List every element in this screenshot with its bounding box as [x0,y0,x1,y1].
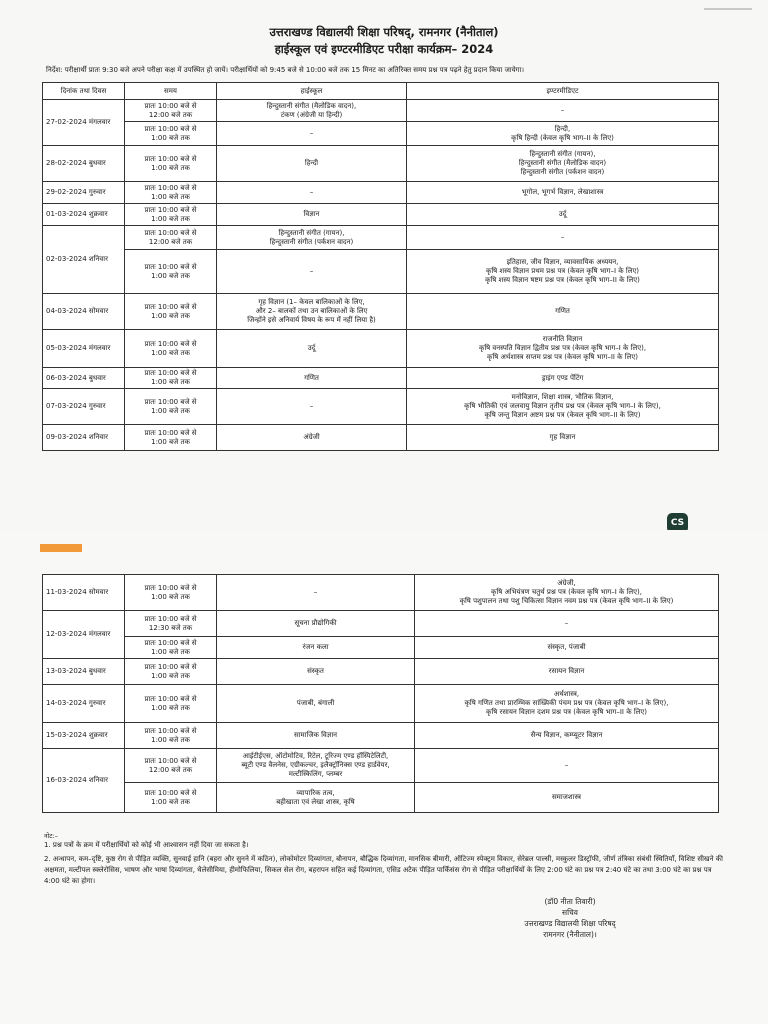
signatory-title: सचिव [562,908,578,917]
exam-time-cell: प्रातः 10:00 बजे से 12:00 बजे तक [125,226,217,250]
exam-time-cell: प्रातः 10:00 बजे से 1:00 बजे तक [125,723,217,749]
highschool-subject-cell: रंजन कला [217,637,415,659]
exam-time-cell: प्रातः 10:00 बजे से 1:00 बजे तक [125,146,217,182]
table-row [43,330,719,368]
exam-date-cell: 05-03-2024 मंगलवार [43,330,125,368]
exam-date-cell: 02-03-2024 शनिवार [43,226,125,294]
signatory-name: (डॉ0 नीता तिवारी) [544,897,596,906]
intermediate-subject-cell: राजनीति विज्ञान कृषि वनस्पति विज्ञान द्वितीय प्रश्न पत्र (केवल कृषि भाग–I के लिए), कृषि अर्थशास्त्र सप्तम प्रश्न पत्र (केवल कृषि भाग–II के लिए) [407,330,719,368]
table-row [43,182,719,204]
exam-time-cell: प्रातः 10:00 बजे से 1:00 बजे तक [125,389,217,425]
intermediate-subject-cell: अर्थशास्त्र, कृषि गणित तथा प्रारम्भिक सांख्यिकी पंचम प्रश्न पत्र (केवल कृषि भाग–I के लिए), कृषि रसायन विज्ञान दशम प्रश्न पत्र (केवल कृषि भाग–II के लिए) [415,685,719,723]
note-1: 1. प्रश्न पत्रों के क्रम में परीक्षार्थियों को कोई भी आश्वासन नहीं दिया जा सकता है। [44,841,249,849]
table-row [43,723,719,749]
table-row [43,611,719,637]
intermediate-subject-cell: समाजशास्त्र [415,783,719,813]
table-row [43,250,719,294]
intermediate-subject-cell: गणित [407,294,719,330]
scan-mark [704,8,752,10]
notes [44,840,724,887]
intermediate-subject-cell: – [407,100,719,122]
highschool-subject-cell: आईटीईएस, ऑटोमोटिव, रिटेल, टूरिज्म एण्ड हॉस्पिटेलिटी, ब्यूटी एण्ड वैलनेस, एग्रीकल्चर, इलैक्ट्रॉनिक्स एण्ड हार्डवेयर, मल्टीस्किलिंग, प्लम्बर [217,749,415,783]
col-time-header: समय [125,83,217,100]
col-date-header: दिनांक तथा दिवस [43,83,125,100]
exam-time-cell: प्रातः 10:00 बजे से 1:00 बजे तक [125,783,217,813]
highschool-subject-cell: सामाजिक विज्ञान [217,723,415,749]
exam-time-cell: प्रातः 10:00 बजे से 1:00 बजे तक [125,182,217,204]
exam-date-cell: 29-02-2024 गुरुवार [43,182,125,204]
intermediate-subject-cell: सैन्य विज्ञान, कम्प्यूटर विज्ञान [415,723,719,749]
schedule-table-1 [42,82,719,451]
exam-date-cell: 28-02-2024 बुधवार [43,146,125,182]
exam-date-cell: 01-03-2024 शुक्रवार [43,204,125,226]
table-row [43,685,719,723]
exam-date-cell: 09-03-2024 शनिवार [43,425,125,451]
table-row [43,749,719,783]
intermediate-subject-cell: रसायन विज्ञान [415,659,719,685]
note-2: 2. अन्धापन, कम–दृष्टि, कुष्ठ रोग से पीड़ित व्यक्ति, सुनवाई हानि (बहरा और सुनने में कठिन), लोकोमोटर दिव्यांगता, बौनापन, बौद्धिक दिव्यांगता, मानसिक बीमारी, ऑटिज्म स्पेक्ट्रम विकार, सेरेब्रल पाल्सी, मस्कुलर डिस्ट्रॉफी, जीर्ण तंत्रिका संबंधी स्थितियाँ, विशिष्ट सीखने की अक्षमता, मल्टीपल स्क्लेरोसिस, भाषण और भाषा दिव्यांगता, थैलेसीमिया, हीमोफिलिया, सिकल सेल रोग, बहरापन सहित कई दिव्यांगता, एसिड अटैक पीड़ित पार्किंसंस रोग से पीड़ित परीक्षार्थियों के लिए 2:00 घंटे का प्रश्न पत्र 2:40 घंटे का तथा 3:00 घंटे का प्रश्न पत्र 4:00 घंटे का होगा। [44,855,723,885]
highschool-subject-cell: सूचना प्रौद्योगिकी [217,611,415,637]
highschool-subject-cell: – [217,575,415,611]
highschool-subject-cell: – [217,389,407,425]
directive-text: निर्देश: परीक्षार्थी प्रातः 9:30 बजे अपने परीक्षा कक्ष में उपस्थित हो जायें। परीक्षार्थियों को 9:45 बजे से 10:00 बजे तक 15 मिनट का अतिरिक्त समय प्रश्न पत्र पढ़ने हेतु प्रदान किया जायेगा। [46,66,525,74]
intermediate-subject-cell: – [415,749,719,783]
exam-date-cell: 11-03-2024 सोमवार [43,575,125,611]
highschool-subject-cell: हिन्दी [217,146,407,182]
exam-date-cell: 16-03-2024 शनिवार [43,749,125,813]
highschool-subject-cell: गृह विज्ञान (1– केवल बालिकाओं के लिए, और 2– बालकों तथा उन बालिकाओं के लिए जिन्होंने इसे अनिवार्य विषय के रूप में नहीं लिया है) [217,294,407,330]
highschool-subject-cell: उर्दू [217,330,407,368]
exam-date-cell: 04-03-2024 सोमवार [43,294,125,330]
col-intermediate-header: इण्टरमीडिएट [407,83,719,100]
exam-time-cell: प्रातः 10:00 बजे से 1:00 बजे तक [125,122,217,146]
intermediate-subject-cell: हिन्दी, कृषि हिन्दी (केवल कृषि भाग–II के लिए) [407,122,719,146]
table-row [43,294,719,330]
highschool-subject-cell: – [217,182,407,204]
table-row [43,637,719,659]
exam-date-cell: 13-03-2024 बुधवार [43,659,125,685]
exam-time-cell: प्रातः 10:00 बजे से 1:00 बजे तक [125,425,217,451]
exam-date-cell: 15-03-2024 शुक्रवार [43,723,125,749]
intermediate-subject-cell: उर्दू [407,204,719,226]
table-row [43,226,719,250]
page-two [0,530,768,1024]
highschool-subject-cell: व्यापारिक तत्व, बहीखाता एवं लेखा शास्त्र, कृषि [217,783,415,813]
exam-time-cell: प्रातः 10:00 बजे से 1:00 बजे तक [125,368,217,389]
exam-time-cell: प्रातः 10:00 बजे से 1:00 बजे तक [125,294,217,330]
table-header-row [43,83,719,100]
exam-time-cell: प्रातः 10:00 बजे से 1:00 बजे तक [125,204,217,226]
exam-date-cell: 06-03-2024 बुधवार [43,368,125,389]
intermediate-subject-cell: – [407,226,719,250]
highschool-subject-cell: – [217,250,407,294]
camscanner-logo-icon: CS [667,513,688,533]
table-row [43,575,719,611]
orange-marker [40,544,82,552]
exam-schedule-title: हाईस्कूल एवं इण्टरमीडिएट परीक्षा कार्यक्रम– 2024 [274,42,494,56]
table-row [43,146,719,182]
highschool-subject-cell: संस्कृत [217,659,415,685]
intermediate-subject-cell: – [415,611,719,637]
intermediate-subject-cell: मनोविज्ञान, शिक्षा शास्त्र, भौतिक विज्ञान, कृषि भौतिकी एवं जलवायु विज्ञान तृतीय प्रश्न पत्र (केवल कृषि भाग–I के लिए), कृषि जन्तु विज्ञान अष्टम प्रश्न पत्र (केवल कृषि भाग–II के लिए) [407,389,719,425]
signatory-org: उत्तराखण्ड विद्यालयी शिक्षा परिषद् [524,919,616,928]
intermediate-subject-cell: हिन्दुस्तानी संगीत (गायन), हिन्दुस्तानी संगीत (मैलोडिक वादन) हिन्दुस्तानी संगीत (पर्कशन वादन) [407,146,719,182]
exam-date-cell: 12-03-2024 मंगलवार [43,611,125,659]
table-row [43,659,719,685]
signatory-place: रामनगर (नैनीताल)। [543,930,597,939]
highschool-subject-cell: गणित [217,368,407,389]
intermediate-subject-cell: इतिहास, जीव विज्ञान, व्यावसायिक अध्ययन, कृषि शस्य विज्ञान प्रथम प्रश्न पत्र (केवल कृषि भाग–I के लिए) कृषि शस्य विज्ञान षष्टम प्रश्न पत्र (केवल कृषि भाग–II के लिए) [407,250,719,294]
highschool-subject-cell: पंजाबी, बंगाली [217,685,415,723]
exam-date-cell: 27-02-2024 मंगलवार [43,100,125,146]
table-row [43,389,719,425]
highschool-subject-cell: हिन्दुस्तानी संगीत (मैलोडिक वादन), टंकण (अंग्रेजी या हिन्दी) [217,100,407,122]
exam-time-cell: प्रातः 10:00 बजे से 1:00 बजे तक [125,330,217,368]
intermediate-subject-cell: भूगोल, भूगर्भ विज्ञान, लेखाशास्त्र [407,182,719,204]
table-row [43,100,719,122]
exam-time-cell: प्रातः 10:00 बजे से 1:00 बजे तक [125,659,217,685]
exam-time-cell: प्रातः 10:00 बजे से 1:00 बजे तक [125,575,217,611]
table-row [43,204,719,226]
table-row [43,783,719,813]
exam-date-cell: 14-03-2024 गुरुवार [43,685,125,723]
notes-label: नोट:– [44,832,59,840]
exam-time-cell: प्रातः 10:00 बजे से 1:00 बजे तक [125,637,217,659]
document-header [0,24,768,58]
intermediate-subject-cell: अंग्रेजी, कृषि अभियंत्रण चतुर्थ प्रश्न पत्र (केवल कृषि भाग–I के लिए), कृषि पशुपालन तथा पशु चिकित्सा विज्ञान नवम प्रश्न पत्र (केवल कृषि भाग–II के लिए) [415,575,719,611]
schedule-table-2 [42,574,719,813]
highschool-subject-cell: विज्ञान [217,204,407,226]
table-row [43,122,719,146]
highschool-subject-cell: अंग्रेजी [217,425,407,451]
highschool-subject-cell: हिन्दुस्तानी संगीत (गायन), हिन्दुस्तानी संगीत (पर्कशन वादन) [217,226,407,250]
intermediate-subject-cell: गृह विज्ञान [407,425,719,451]
exam-time-cell: प्रातः 10:00 बजे से 12:00 बजे तक [125,100,217,122]
intermediate-subject-cell: संस्कृत, पंजाबी [415,637,719,659]
exam-time-cell: प्रातः 10:00 बजे से 12:30 बजे तक [125,611,217,637]
signature-block [480,896,660,940]
exam-time-cell: प्रातः 10:00 बजे से 1:00 बजे तक [125,685,217,723]
exam-time-cell: प्रातः 10:00 बजे से 12:00 बजे तक [125,749,217,783]
exam-date-cell: 07-03-2024 गुरुवार [43,389,125,425]
highschool-subject-cell: – [217,122,407,146]
table-row [43,368,719,389]
board-title: उत्तराखण्ड विद्यालयी शिक्षा परिषद्, रामनगर (नैनीताल) [269,25,499,39]
schedule-body-1 [43,100,719,451]
intermediate-subject-cell: ड्राइंग एण्ड पेंटिंग [407,368,719,389]
exam-time-cell: प्रातः 10:00 बजे से 1:00 बजे तक [125,250,217,294]
table-row [43,425,719,451]
col-highschool-header: हाईस्कूल [217,83,407,100]
schedule-body-2 [43,575,719,813]
